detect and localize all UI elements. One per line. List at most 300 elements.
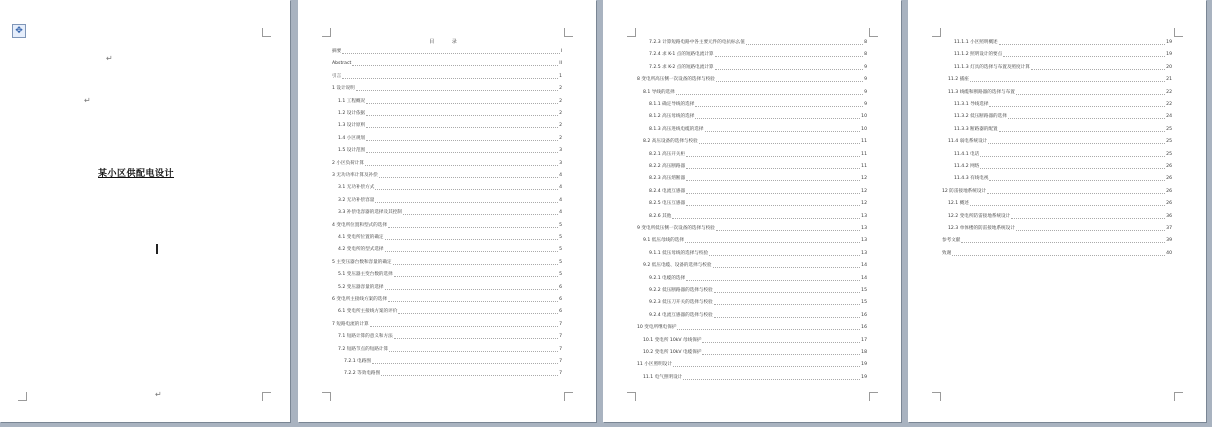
toc-entry[interactable] [948, 77, 1172, 83]
toc-entry[interactable] [338, 272, 562, 278]
toc-entry-title: 8.2.2 高压断路器 [649, 164, 686, 169]
margin-corner-mark [1174, 392, 1183, 401]
toc-entry[interactable] [649, 276, 867, 282]
toc-entry[interactable] [332, 86, 562, 92]
toc-page-number: 5 [559, 247, 562, 253]
toc-page-number: 4 [559, 173, 562, 178]
toc-entry-title: 8.1.1 确定导线的选择 [649, 102, 695, 107]
toc-entry[interactable] [948, 214, 1172, 220]
toc-entry-title: 6 变电所主接线方案的选择 [332, 297, 387, 302]
toc-entry-title: 摘要 [332, 49, 342, 54]
toc-entry[interactable] [954, 52, 1172, 58]
margin-corner-mark [564, 392, 573, 401]
toc-page-number: 40 [1166, 250, 1172, 256]
toc-entry[interactable] [649, 313, 867, 319]
toc-entry[interactable] [948, 90, 1172, 96]
margin-corner-mark [262, 392, 271, 401]
toc-page-number: 7 [559, 359, 562, 364]
toc-entry-title: 8.1 导线的选择 [643, 89, 675, 95]
toc-entry-title: 参考文献 [942, 238, 961, 244]
toc-page-number: 11 [861, 151, 867, 157]
toc-dot-leader [370, 326, 559, 327]
toc-page-number: 22 [1166, 102, 1172, 107]
toc-entry[interactable] [649, 251, 867, 257]
toc-entry-title: 8 变电所高压侧一次设备的选择与校验 [637, 77, 715, 83]
toc-dot-leader [999, 131, 1166, 132]
toc-entry-title: 1.4 小区规划 [338, 135, 366, 141]
toc-entry[interactable] [649, 176, 867, 182]
toc-page-number: 19 [861, 374, 867, 380]
toc-dot-leader [1016, 230, 1165, 231]
toc-entry[interactable] [954, 152, 1172, 158]
toc-entry-title: 9.2.1 电缆的选择 [649, 275, 686, 281]
toc-entry[interactable] [942, 251, 1172, 257]
toc-entry-title: 6.1 变电所主接线方案的评价 [338, 309, 398, 315]
toc-page-number: 13 [861, 238, 867, 244]
margin-corner-mark [262, 28, 271, 37]
toc-entry[interactable] [338, 210, 562, 216]
toc-page-number: 26 [1166, 176, 1172, 182]
toc-entry[interactable] [954, 127, 1172, 133]
toc-entry-title: 致谢 [942, 250, 952, 256]
toc-entry-title: 8.2.5 电压互感器 [649, 201, 686, 207]
toc-page-number: 18 [861, 350, 867, 355]
toc-dot-leader [366, 115, 558, 116]
toc-entry[interactable] [643, 139, 867, 145]
toc-page-number: 8 [864, 40, 867, 45]
toc-entry[interactable] [338, 235, 562, 241]
toc-entry-title: 11.4.3 有线电视 [954, 176, 989, 182]
toc-entry-title: 11.4 弱电系统设计 [948, 139, 988, 145]
toc-page-number: 15 [861, 288, 867, 293]
toc-entry[interactable] [649, 102, 867, 108]
toc-entry[interactable] [338, 285, 562, 291]
toc-page-number: 9 [864, 77, 867, 83]
toc-dot-leader [686, 156, 860, 157]
toc-entry-title: 9.2.2 低压断路器的选择与校验 [649, 288, 713, 293]
toc-dot-leader [388, 227, 558, 228]
toc-entry[interactable] [338, 123, 562, 129]
toc-dot-leader [980, 156, 1165, 157]
toc-entry-title: 7.2 短路节点的短路计算 [338, 346, 389, 352]
toc-dot-leader [702, 354, 860, 355]
toc-dot-leader [672, 218, 860, 219]
toc-heading: 目 录 [429, 39, 465, 45]
toc-dot-leader [989, 180, 1165, 181]
toc-entry[interactable] [332, 297, 562, 303]
toc-page-number: 7 [559, 346, 562, 352]
toc-entry[interactable] [649, 52, 867, 58]
margin-corner-mark [1174, 28, 1183, 37]
page-toc-2[interactable] [603, 0, 901, 422]
margin-corner-mark [322, 392, 331, 401]
toc-entry-title: 3 无功功率计算及补偿 [332, 173, 378, 178]
toc-dot-leader [388, 301, 558, 302]
toc-page-number: II [559, 61, 562, 67]
toc-page-number: 12 [861, 188, 867, 194]
toc-entry-title: 8.2.3 高压熔断器 [649, 176, 686, 182]
toc-dot-leader [352, 65, 558, 66]
toc-dot-leader [980, 168, 1165, 169]
toc-entry-title: 5.2 变压器容量的选择 [338, 284, 384, 290]
toc-entry[interactable] [649, 65, 867, 71]
toc-dot-leader [375, 189, 558, 190]
toc-dot-leader [989, 106, 1165, 107]
toc-entry-title: 9.1.1 低压母线的选择与校验 [649, 250, 709, 256]
toc-entry[interactable] [338, 136, 562, 142]
toc-page-number: 25 [1166, 151, 1172, 157]
toc-page-number: 14 [861, 263, 867, 269]
toc-entry-title: 9 变电所低压侧一次设备的选择与校验 [637, 226, 715, 231]
toc-page-number: 7 [559, 371, 562, 377]
toc-dot-leader [714, 317, 860, 318]
toc-entry[interactable] [344, 359, 562, 365]
toc-page-number: 4 [559, 210, 562, 216]
toc-entry-title: 4.1 变电所位置的确定 [338, 235, 384, 240]
toc-entry-title: 11.4.1 电话 [954, 151, 980, 157]
toc-page-number: 13 [861, 250, 867, 256]
toc-dot-leader [394, 276, 558, 277]
toc-entry-title: 1.2 设计依据 [338, 111, 366, 116]
toc-dot-leader [372, 363, 558, 364]
toc-page-number: 12 [861, 201, 867, 207]
toc-entry[interactable] [338, 148, 562, 154]
toc-entry[interactable] [332, 322, 562, 328]
toc-entry-title: 3.1 无功补偿方式 [338, 185, 375, 191]
toc-page-number: 5 [559, 272, 562, 278]
toc-page-number: 5 [559, 235, 562, 240]
toc-page-number: 5 [559, 222, 562, 228]
toc-entry-title: 1.1 工程概况 [338, 98, 366, 104]
toc-page-number: 26 [1166, 201, 1172, 207]
toc-entry-title: 8.2 高压设备的选择与校验 [643, 139, 698, 145]
move-anchor-icon[interactable]: ✥ [12, 24, 26, 38]
toc-entry[interactable] [649, 214, 867, 220]
toc-page-number: 9 [864, 64, 867, 70]
toc-dot-leader [686, 180, 860, 181]
toc-dot-leader [970, 81, 1165, 82]
toc-page-number: 14 [861, 275, 867, 281]
page-cover[interactable] [0, 0, 290, 422]
toc-page-number: 8 [864, 52, 867, 58]
toc-entry[interactable] [332, 49, 562, 55]
toc-entry-title: 11.3 线缆和断路器的选择与布置 [948, 89, 1015, 95]
toc-page-number: 4 [559, 197, 562, 203]
toc-page-number: 36 [1166, 213, 1172, 219]
toc-entry-title: 10.1 变电所 10kV 母线保护 [643, 337, 702, 343]
toc-entry[interactable] [954, 176, 1172, 182]
toc-dot-leader [686, 205, 860, 206]
toc-entry-title: 9.2.3 低压刀开关的选择与校验 [649, 300, 713, 306]
toc-entry-title: Abstract [332, 61, 352, 67]
toc-page-number: 11 [861, 164, 867, 169]
toc-dot-leader [695, 106, 863, 107]
toc-entry[interactable] [643, 263, 867, 269]
toc-dot-leader [356, 90, 558, 91]
toc-dot-leader [952, 255, 1165, 256]
toc-entry-title: 4 变电所位置和型式的选择 [332, 222, 387, 228]
toc-dot-leader [389, 351, 558, 352]
toc-entry-title: 7.2.5 求 K-2 点的短路电流计算 [649, 64, 714, 70]
toc-entry[interactable] [637, 362, 867, 368]
page-toc-3[interactable] [908, 0, 1206, 422]
toc-page-number: 20 [1166, 64, 1172, 70]
toc-page-number: 2 [559, 123, 562, 129]
toc-dot-leader [342, 53, 559, 54]
toc-dot-leader [673, 366, 860, 367]
toc-entry-title: 4.2 变电所的型式选择 [338, 247, 384, 253]
margin-corner-mark [869, 28, 878, 37]
toc-page-number: 26 [1166, 164, 1172, 169]
text-cursor [156, 244, 158, 254]
toc-entry-title: 8.1.3 高压进线电缆的选择 [649, 126, 704, 132]
toc-entry-title: 8.2.6 其他 [649, 213, 672, 219]
toc-dot-leader [683, 379, 860, 380]
toc-entry[interactable] [942, 238, 1172, 244]
toc-page-number: 6 [559, 297, 562, 302]
toc-entry[interactable] [643, 238, 867, 244]
toc-entry[interactable] [637, 77, 867, 83]
toc-dot-leader [677, 329, 860, 330]
cover-title: 某小区供配电设计 [98, 169, 175, 179]
toc-entry[interactable] [649, 288, 867, 294]
toc-dot-leader [366, 140, 558, 141]
toc-entry[interactable] [344, 371, 562, 377]
toc-entry[interactable] [948, 139, 1172, 145]
toc-dot-leader [365, 165, 558, 166]
toc-dot-leader [379, 177, 558, 178]
toc-entry-title: 7.1 短路计算的意义和方法 [338, 334, 393, 340]
toc-dot-leader [702, 342, 860, 343]
toc-page-number: 2 [559, 98, 562, 104]
toc-entry[interactable] [649, 40, 867, 46]
toc-dot-leader [746, 44, 863, 45]
toc-entry[interactable] [332, 173, 562, 179]
margin-corner-mark [18, 392, 27, 401]
toc-entry-title: 12.1 概述 [948, 201, 969, 207]
toc-entry-title: 10.2 变电所 10kV 电缆保护 [643, 350, 702, 355]
toc-entry[interactable] [942, 189, 1172, 195]
toc-dot-leader [375, 202, 558, 203]
toc-dot-leader [961, 242, 1165, 243]
margin-corner-mark [932, 28, 941, 37]
margin-corner-mark [932, 392, 941, 401]
toc-entry-title: 11.1.3 灯具的选择与布置及照度计算 [954, 64, 1030, 70]
toc-page-number: 21 [1166, 77, 1172, 83]
toc-dot-leader [1003, 56, 1165, 57]
toc-entry-title: 9.2.4 电流互感器的选择与校验 [649, 312, 713, 318]
toc-entry[interactable] [954, 114, 1172, 120]
toc-page-number: 19 [861, 362, 867, 368]
toc-page-number: 13 [861, 226, 867, 231]
toc-dot-leader [714, 292, 860, 293]
toc-page-number: 12 [861, 176, 867, 182]
toc-entry[interactable] [649, 201, 867, 207]
toc-entry[interactable] [649, 152, 867, 158]
toc-page-number: 2 [559, 86, 562, 92]
toc-entry-title: 11.1 电气照明设计 [643, 374, 683, 380]
toc-dot-leader [385, 251, 559, 252]
toc-page-number: 2 [559, 135, 562, 141]
toc-dot-leader [394, 338, 558, 339]
toc-entry[interactable] [954, 40, 1172, 46]
toc-page-number: 9 [864, 89, 867, 95]
toc-entry-title: 9.1 低压母线的选择 [643, 238, 684, 244]
toc-page-number: 7 [559, 334, 562, 340]
toc-dot-leader [1011, 218, 1165, 219]
toc-dot-leader [385, 239, 559, 240]
toc-entry-title: 11 小区照明设计 [637, 362, 672, 368]
toc-dot-leader [366, 152, 558, 153]
toc-entry[interactable] [332, 74, 562, 80]
toc-page-number: 5 [559, 259, 562, 265]
margin-corner-mark [627, 392, 636, 401]
toc-dot-leader [715, 69, 864, 70]
paragraph-mark: ↵ [84, 96, 91, 105]
toc-page-number: 22 [1166, 89, 1172, 95]
toc-entry[interactable] [954, 164, 1172, 170]
toc-entry[interactable] [338, 247, 562, 253]
toc-dot-leader [676, 94, 863, 95]
toc-dot-leader [393, 264, 559, 265]
toc-dot-leader [987, 193, 1165, 194]
toc-entry[interactable] [649, 300, 867, 306]
toc-dot-leader [714, 304, 860, 305]
toc-entry-title: 7.2.2 等效电路图 [344, 371, 381, 377]
toc-entry-title: 11.2 插座 [948, 77, 969, 83]
toc-page-number: 4 [559, 185, 562, 191]
toc-dot-leader [988, 143, 1165, 144]
toc-entry[interactable] [649, 189, 867, 195]
toc-dot-leader [716, 81, 863, 82]
toc-dot-leader [385, 289, 559, 290]
toc-entry[interactable] [338, 99, 562, 105]
toc-page-number: 25 [1166, 139, 1172, 145]
toc-entry[interactable] [332, 223, 562, 229]
toc-dot-leader [1031, 69, 1165, 70]
toc-entry[interactable] [649, 164, 867, 170]
toc-entry[interactable] [637, 226, 867, 232]
toc-entry[interactable] [332, 260, 562, 266]
margin-corner-mark [869, 392, 878, 401]
toc-entry[interactable] [643, 338, 867, 344]
toc-dot-leader [695, 118, 860, 119]
toc-page-number: 39 [1166, 238, 1172, 244]
toc-entry-title: 11.1.1 小区照明概述 [954, 40, 998, 45]
toc-page-number: 13 [861, 213, 867, 219]
toc-entry[interactable] [948, 201, 1172, 207]
toc-page-number: 25 [1166, 126, 1172, 132]
toc-entry-title: 2 小区负荷计算 [332, 160, 364, 166]
toc-entry[interactable] [338, 185, 562, 191]
toc-dot-leader [999, 44, 1166, 45]
toc-entry-title: 12 防雷接地系统设计 [942, 188, 987, 194]
toc-entry-title: 1.3 设计原则 [338, 123, 366, 129]
toc-entry[interactable] [332, 61, 562, 67]
toc-entry[interactable] [338, 198, 562, 204]
toc-page-number: 9 [864, 102, 867, 107]
toc-page-number: 3 [559, 160, 562, 166]
toc-entry-title: 7 短路电流的计算 [332, 321, 369, 327]
toc-entry[interactable] [948, 226, 1172, 232]
toc-dot-leader [381, 375, 558, 376]
toc-entry[interactable] [954, 65, 1172, 71]
toc-page-number: 26 [1166, 188, 1172, 194]
toc-entry-title: 11.4.2 网络 [954, 164, 980, 169]
toc-page-number: 2 [559, 111, 562, 116]
toc-entry[interactable] [954, 102, 1172, 108]
toc-dot-leader [699, 143, 860, 144]
toc-dot-leader [398, 313, 558, 314]
paragraph-mark: ↵ [155, 390, 162, 399]
toc-entry-title: 3.3 补偿电容器的选择及其控制 [338, 210, 402, 216]
toc-dot-leader [970, 205, 1165, 206]
paragraph-mark: ↵ [106, 54, 113, 63]
toc-entry[interactable] [338, 111, 562, 117]
toc-entry-title: 11.1.2 照明设计的要点 [954, 52, 1003, 58]
toc-entry[interactable] [643, 350, 867, 356]
toc-entry[interactable] [338, 309, 562, 315]
toc-entry[interactable] [637, 325, 867, 331]
toc-entry-title: 7.2.1 电路图 [344, 359, 371, 364]
toc-entry[interactable] [649, 127, 867, 133]
toc-dot-leader [1016, 94, 1165, 95]
toc-entry-title: 9.2 低压电缆、设备的选择与校验 [643, 263, 712, 269]
toc-entry-title: 11.3.1 导线选择 [954, 102, 989, 107]
toc-entry-title: 3.2 无功补偿容量 [338, 197, 375, 203]
toc-dot-leader [403, 214, 558, 215]
toc-entry-title: 8.2.4 电流互感器 [649, 188, 686, 194]
toc-dot-leader [705, 131, 861, 132]
toc-page-number: 7 [559, 321, 562, 327]
toc-page-number: 1 [559, 73, 562, 79]
toc-entry-title: 引言 [332, 73, 342, 79]
toc-page-number: 17 [861, 337, 867, 343]
toc-page-number: 15 [861, 300, 867, 306]
toc-entry-title: 10 变电所继电保护 [637, 325, 677, 331]
toc-dot-leader [366, 103, 558, 104]
toc-dot-leader [1008, 118, 1165, 119]
toc-entry-title: 11.3.2 低压断路器的选择 [954, 114, 1007, 120]
toc-entry[interactable] [338, 347, 562, 353]
toc-entry-title: 7.2.3 计算短路电路中各主要元件的电抗标幺值 [649, 40, 745, 45]
toc-page-number: 11 [861, 139, 867, 145]
toc-page-number: 19 [1166, 40, 1172, 45]
margin-corner-mark [627, 28, 636, 37]
toc-page-number: 37 [1166, 226, 1172, 231]
toc-entry[interactable] [643, 375, 867, 381]
toc-entry-title: 5.1 变压器主变台数的选择 [338, 272, 393, 278]
toc-page-number: 10 [861, 126, 867, 132]
toc-entry[interactable] [338, 334, 562, 340]
toc-entry[interactable] [332, 161, 562, 167]
toc-entry-title: 5 主变压器台数和容量的确定 [332, 259, 392, 265]
toc-page-number: 16 [861, 312, 867, 318]
toc-entry[interactable] [649, 114, 867, 120]
toc-dot-leader [686, 193, 860, 194]
toc-dot-leader [342, 78, 558, 79]
toc-entry-title: 11.3.3 断路器的配置 [954, 126, 998, 132]
page-toc-1[interactable] [298, 0, 596, 422]
toc-page-number: 24 [1166, 114, 1172, 120]
toc-entry[interactable] [643, 90, 867, 96]
toc-page-number: 16 [861, 325, 867, 331]
toc-page-number: 10 [861, 114, 867, 120]
toc-entry-title: 8.2.1 高压开关柜 [649, 151, 686, 157]
toc-page-number: 3 [559, 148, 562, 154]
toc-entry-title: 1.5 设计范围 [338, 148, 366, 154]
toc-entry-title: 12.2 变电所防雷接地系统设计 [948, 213, 1011, 219]
